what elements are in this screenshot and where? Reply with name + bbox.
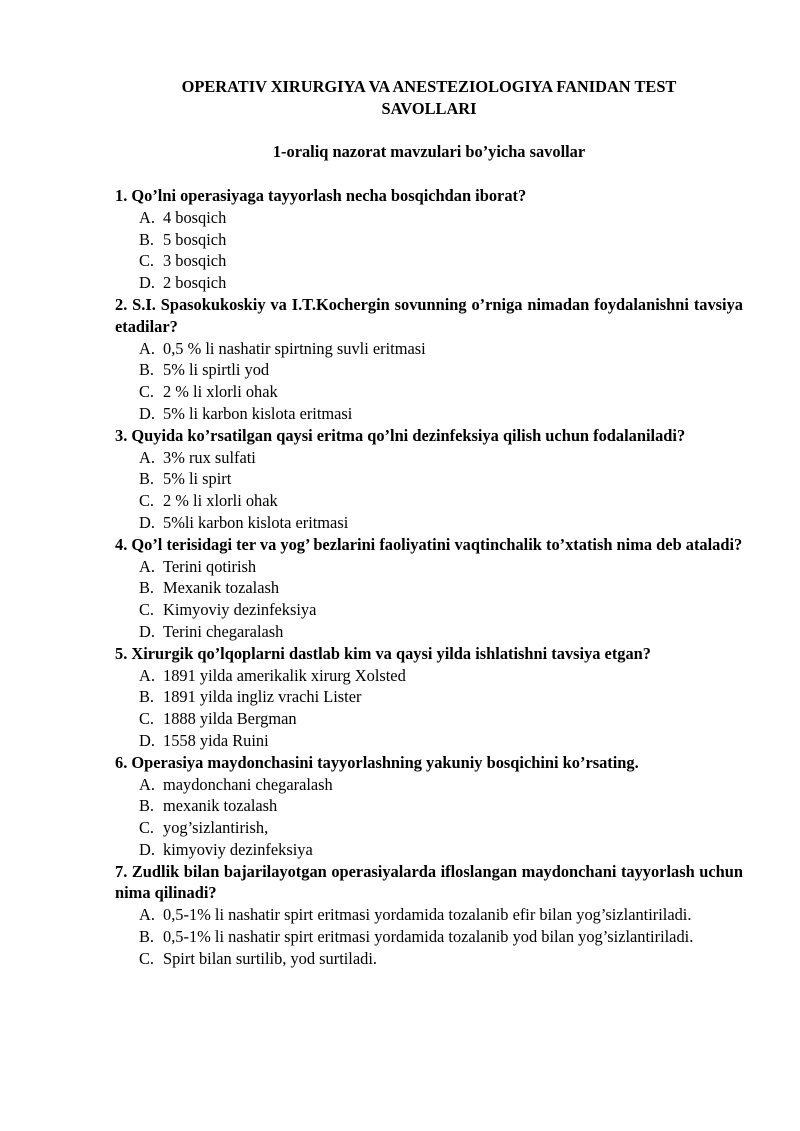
question-block <box>115 534 743 643</box>
option-letter: B. <box>139 927 155 947</box>
option-text: Terini qotirish <box>163 556 257 576</box>
option-text: kimyoviy dezinfeksiya <box>163 839 313 859</box>
answer-options <box>115 447 743 534</box>
question-block <box>115 294 743 425</box>
option-text: 1888 yilda Bergman <box>163 709 297 729</box>
answer-option <box>115 556 743 578</box>
answer-option <box>115 686 743 708</box>
option-text: mexanik tozalash <box>163 796 278 816</box>
answer-options <box>115 556 743 643</box>
option-text: 3% rux sulfati <box>163 447 256 467</box>
option-letter: C. <box>139 709 155 729</box>
option-letter: B. <box>139 360 155 380</box>
option-text: 3 bosqich <box>163 251 227 271</box>
document-page <box>115 76 743 970</box>
question-block <box>115 752 743 861</box>
option-text: 2 bosqich <box>163 273 227 293</box>
answer-options <box>115 904 743 969</box>
answer-option <box>115 359 743 381</box>
answer-option <box>115 839 743 861</box>
option-text: 2 % li xlorli ohak <box>163 382 278 402</box>
option-text: 5% li karbon kislota eritmasi <box>163 403 353 423</box>
answer-option <box>115 338 743 360</box>
answer-option <box>115 229 743 251</box>
answer-option <box>115 272 743 294</box>
answer-option <box>115 207 743 229</box>
option-text: maydonchani chegaralash <box>163 774 333 794</box>
option-text: yog’sizlantirish, <box>163 818 269 838</box>
option-letter: A. <box>139 556 155 576</box>
answer-option <box>115 490 743 512</box>
answer-option <box>115 577 743 599</box>
answer-option <box>115 795 743 817</box>
question-text: 5. Xirurgik qo’lqoplarni dastlab kim va qaysi yilda ishlatishni tavsiya etgan? <box>115 643 651 663</box>
option-letter: B. <box>139 578 155 598</box>
question-text: 1. Qo’lni operasiyaga tayyorlash necha bosqichdan iborat? <box>115 185 527 205</box>
option-letter: C. <box>139 948 155 968</box>
document-subtitle: 1-oraliq nazorat mavzulari bo’yicha savollar <box>272 142 586 162</box>
answer-options <box>115 665 743 752</box>
answer-option <box>115 621 743 643</box>
option-text: 5% li spirtli yod <box>163 360 270 380</box>
option-text: Spirt bilan surtilib, yod surtiladi. <box>163 948 377 968</box>
option-letter: B. <box>139 796 155 816</box>
option-text: Kimyoviy dezinfeksiya <box>163 600 317 620</box>
option-text: 0,5 % li nashatir spirtning suvli eritmasi <box>163 338 426 358</box>
option-text: 4 bosqich <box>163 207 227 227</box>
question-block <box>115 861 743 970</box>
question-text: 2. S.I. Spasokukoskiy va I.T.Kochergin sovunning o’rniga nimadan foydalanishni tavsiya etadilar? <box>115 294 743 336</box>
question-list <box>115 185 743 970</box>
answer-option <box>115 774 743 796</box>
question-text: 7. Zudlik bilan bajarilayotgan operasiyalarda ifloslangan maydonchani tayyorlash uchun nima qilinadi? <box>115 861 743 903</box>
answer-option <box>115 403 743 425</box>
option-letter: D. <box>139 403 155 423</box>
option-letter: A. <box>139 665 155 685</box>
option-text: 0,5-1% li nashatir spirt eritmasi yordamida tozalanib efir bilan yog’sizlantiriladi. <box>163 905 692 925</box>
answer-option <box>115 381 743 403</box>
option-letter: A. <box>139 207 155 227</box>
option-letter: D. <box>139 273 155 293</box>
option-letter: D. <box>139 512 155 532</box>
answer-option <box>115 708 743 730</box>
answer-option <box>115 512 743 534</box>
option-letter: B. <box>139 469 155 489</box>
option-letter: B. <box>139 229 155 249</box>
question-block <box>115 643 743 752</box>
answer-option <box>115 665 743 687</box>
answer-option <box>115 730 743 752</box>
option-text: Terini chegaralash <box>163 621 284 641</box>
option-text: 1558 yida Ruini <box>163 730 269 750</box>
answer-option <box>115 250 743 272</box>
option-text: 1891 yilda ingliz vrachi Lister <box>163 687 362 707</box>
answer-option <box>115 948 743 970</box>
question-text: 6. Operasiya maydonchasini tayyorlashning yakuniy bosqichini ko’rsating. <box>115 752 639 772</box>
option-letter: D. <box>139 730 155 750</box>
answer-options <box>115 774 743 861</box>
answer-options <box>115 338 743 425</box>
option-letter: C. <box>139 491 155 511</box>
option-letter: A. <box>139 774 155 794</box>
option-letter: B. <box>139 687 155 707</box>
option-text: 1891 yilda amerikalik xirurg Xolsted <box>163 665 406 685</box>
option-letter: C. <box>139 251 155 271</box>
option-letter: D. <box>139 839 155 859</box>
option-text: 5% li spirt <box>163 469 232 489</box>
option-letter: A. <box>139 338 155 358</box>
question-block <box>115 185 743 294</box>
answer-option <box>115 904 743 926</box>
document-title: OPERATIV XIRURGIYA VA ANESTEZIOLOGIYA FANIDAN TEST SAVOLLARI <box>181 77 677 118</box>
option-text: Mexanik tozalash <box>163 578 280 598</box>
option-letter: D. <box>139 621 155 641</box>
option-letter: A. <box>139 905 155 925</box>
option-text: 2 % li xlorli ohak <box>163 491 278 511</box>
option-text: 5 bosqich <box>163 229 227 249</box>
option-letter: A. <box>139 447 155 467</box>
option-letter: C. <box>139 382 155 402</box>
answer-option <box>115 468 743 490</box>
answer-option <box>115 599 743 621</box>
answer-options <box>115 207 743 294</box>
option-letter: C. <box>139 600 155 620</box>
answer-option <box>115 817 743 839</box>
option-letter: C. <box>139 818 155 838</box>
question-text: 3. Quyida ko’rsatilgan qaysi eritma qo’lni dezinfeksiya qilish uchun fodalaniladi? <box>115 425 686 445</box>
question-text: 4. Qo’l terisidagi ter va yog’ bezlarini faoliyatini vaqtinchalik to’xtatish nima deb ataladi? <box>115 534 743 554</box>
answer-option <box>115 447 743 469</box>
question-block <box>115 425 743 534</box>
option-text: 5%li karbon kislota eritmasi <box>163 512 349 532</box>
answer-option <box>115 926 743 948</box>
option-text: 0,5-1% li nashatir spirt eritmasi yordamida tozalanib yod bilan yog’sizlantiriladi. <box>163 927 694 947</box>
